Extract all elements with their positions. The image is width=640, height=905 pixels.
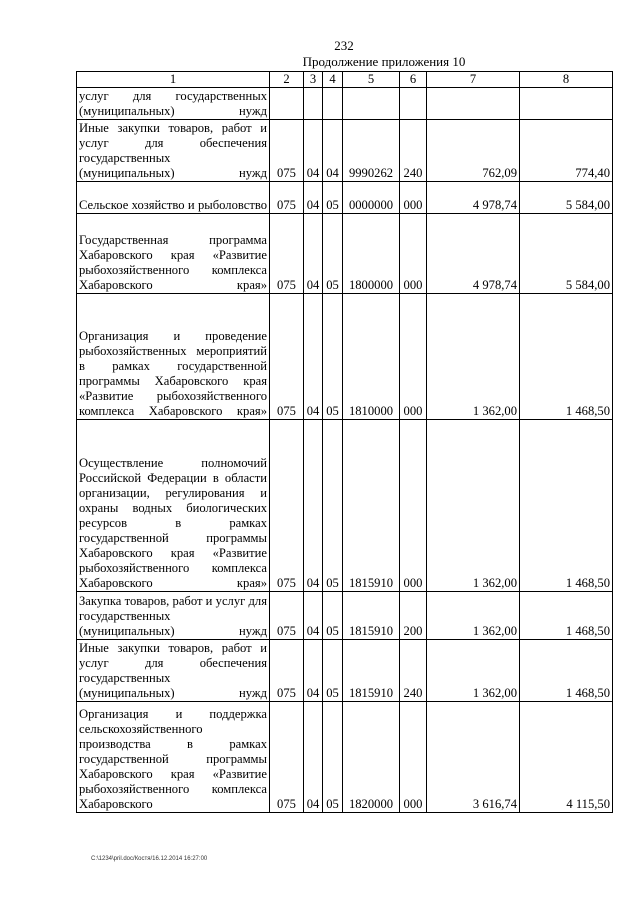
- amount-2016-cell: 1 468,50: [520, 592, 613, 640]
- table-row: [77, 702, 613, 813]
- table-row: [77, 182, 613, 214]
- code-cell: 075: [270, 182, 304, 214]
- column-header: 7: [427, 72, 520, 88]
- page-caption: Продолжение приложения 10: [302, 54, 466, 69]
- column-header: 5: [343, 72, 400, 88]
- amount-2016-cell: 774,40: [520, 120, 613, 182]
- subsection-cell: 05: [323, 420, 343, 592]
- amount-2015-cell: [427, 88, 520, 120]
- subsection-cell: 05: [323, 214, 343, 294]
- expense-type-cell: 240: [400, 120, 427, 182]
- amount-2016-cell: 1 468,50: [520, 294, 613, 420]
- target-cell: 1820000: [343, 702, 400, 813]
- code-cell: 075: [270, 420, 304, 592]
- amount-2015-cell: 1 362,00: [427, 640, 520, 702]
- amount-2016-cell: [520, 88, 613, 120]
- page-number: 232: [334, 38, 354, 53]
- target-cell: 1815910: [343, 592, 400, 640]
- target-cell: 1815910: [343, 420, 400, 592]
- amount-2015-cell: 3 616,74: [427, 702, 520, 813]
- amount-2015-cell: 1 362,00: [427, 592, 520, 640]
- target-cell: 0000000: [343, 182, 400, 214]
- item-name-cell: Осуществление полномочий Российской Федерации в области организации, регулирования и охраны водных биологических ресурсов в рамках государственной программы Хабаровского края «Развитие рыбохозяйственного комплекса Хабаровского края»: [77, 420, 270, 592]
- item-name-cell: Организация и поддержка сельскохозяйственного производства в рамках государственной программы Хабаровского края «Развитие рыбохозяйственного комплекса Хабаровского: [77, 702, 270, 813]
- item-name-cell: Организация и проведение рыбохозяйственных мероприятий в рамках государственной программы Хабаровского края «Развитие рыбохозяйственного комплекса Хабаровского края»: [77, 294, 270, 420]
- table-row: [77, 420, 613, 592]
- expense-type-cell: 000: [400, 294, 427, 420]
- section-cell: [304, 88, 323, 120]
- table-row: [77, 214, 613, 294]
- item-name-cell: Иные закупки товаров, работ и услуг для обеспечения государственных (муниципальных) нужд: [77, 120, 270, 182]
- amount-2015-cell: 4 978,74: [427, 214, 520, 294]
- section-cell: 04: [304, 120, 323, 182]
- expense-type-cell: 000: [400, 214, 427, 294]
- expense-type-cell: 240: [400, 640, 427, 702]
- column-header: 8: [520, 72, 613, 88]
- target-cell: 1810000: [343, 294, 400, 420]
- item-name-cell: услуг для государственных (муниципальных) нужд: [77, 88, 270, 120]
- table-row: [77, 88, 613, 120]
- table-row: [77, 294, 613, 420]
- amount-2015-cell: 4 978,74: [427, 182, 520, 214]
- code-cell: 075: [270, 640, 304, 702]
- section-cell: 04: [304, 592, 323, 640]
- subsection-cell: 04: [323, 120, 343, 182]
- item-name-cell: Закупка товаров, работ и услуг для государственных (муниципальных) нужд: [77, 592, 270, 640]
- amount-2015-cell: 1 362,00: [427, 420, 520, 592]
- code-cell: 075: [270, 702, 304, 813]
- section-cell: 04: [304, 182, 323, 214]
- column-header: 3: [304, 72, 323, 88]
- section-cell: 04: [304, 420, 323, 592]
- column-header: 2: [270, 72, 304, 88]
- expense-type-cell: 200: [400, 592, 427, 640]
- amount-2015-cell: 1 362,00: [427, 294, 520, 420]
- expense-type-cell: 000: [400, 420, 427, 592]
- expense-type-cell: 000: [400, 182, 427, 214]
- item-name-cell: Сельское хозяйство и рыболовство: [77, 182, 270, 214]
- table-header-row: [77, 72, 613, 88]
- code-cell: [270, 88, 304, 120]
- section-cell: 04: [304, 294, 323, 420]
- amount-2016-cell: 5 584,00: [520, 214, 613, 294]
- subsection-cell: 05: [323, 592, 343, 640]
- target-cell: 1800000: [343, 214, 400, 294]
- code-cell: 075: [270, 120, 304, 182]
- code-cell: 075: [270, 592, 304, 640]
- code-cell: 075: [270, 294, 304, 420]
- amount-2016-cell: 4 115,50: [520, 702, 613, 813]
- target-cell: [343, 88, 400, 120]
- table-row: [77, 640, 613, 702]
- subsection-cell: 05: [323, 294, 343, 420]
- column-header: 6: [400, 72, 427, 88]
- target-cell: 1815910: [343, 640, 400, 702]
- amount-2016-cell: 1 468,50: [520, 420, 613, 592]
- amount-2016-cell: 5 584,00: [520, 182, 613, 214]
- section-cell: 04: [304, 702, 323, 813]
- table-row: [77, 120, 613, 182]
- expense-type-cell: 000: [400, 702, 427, 813]
- section-cell: 04: [304, 214, 323, 294]
- column-header: 4: [323, 72, 343, 88]
- file-path-footer: C:\1234\pril.doc/Костя/16.12.2014 16:27:00: [91, 856, 208, 862]
- subsection-cell: 05: [323, 702, 343, 813]
- amount-2015-cell: 762,09: [427, 120, 520, 182]
- section-cell: 04: [304, 640, 323, 702]
- subsection-cell: 05: [323, 182, 343, 214]
- budget-table: [76, 71, 613, 813]
- column-header: 1: [77, 72, 270, 88]
- code-cell: 075: [270, 214, 304, 294]
- amount-2016-cell: 1 468,50: [520, 640, 613, 702]
- subsection-cell: 05: [323, 640, 343, 702]
- expense-type-cell: [400, 88, 427, 120]
- item-name-cell: Государственная программа Хабаровского края «Развитие рыбохозяйственного комплекса Хабаровского края»: [77, 214, 270, 294]
- subsection-cell: [323, 88, 343, 120]
- table-row: [77, 592, 613, 640]
- item-name-cell: Иные закупки товаров, работ и услуг для обеспечения государственных (муниципальных) нужд: [77, 640, 270, 702]
- target-cell: 9990262: [343, 120, 400, 182]
